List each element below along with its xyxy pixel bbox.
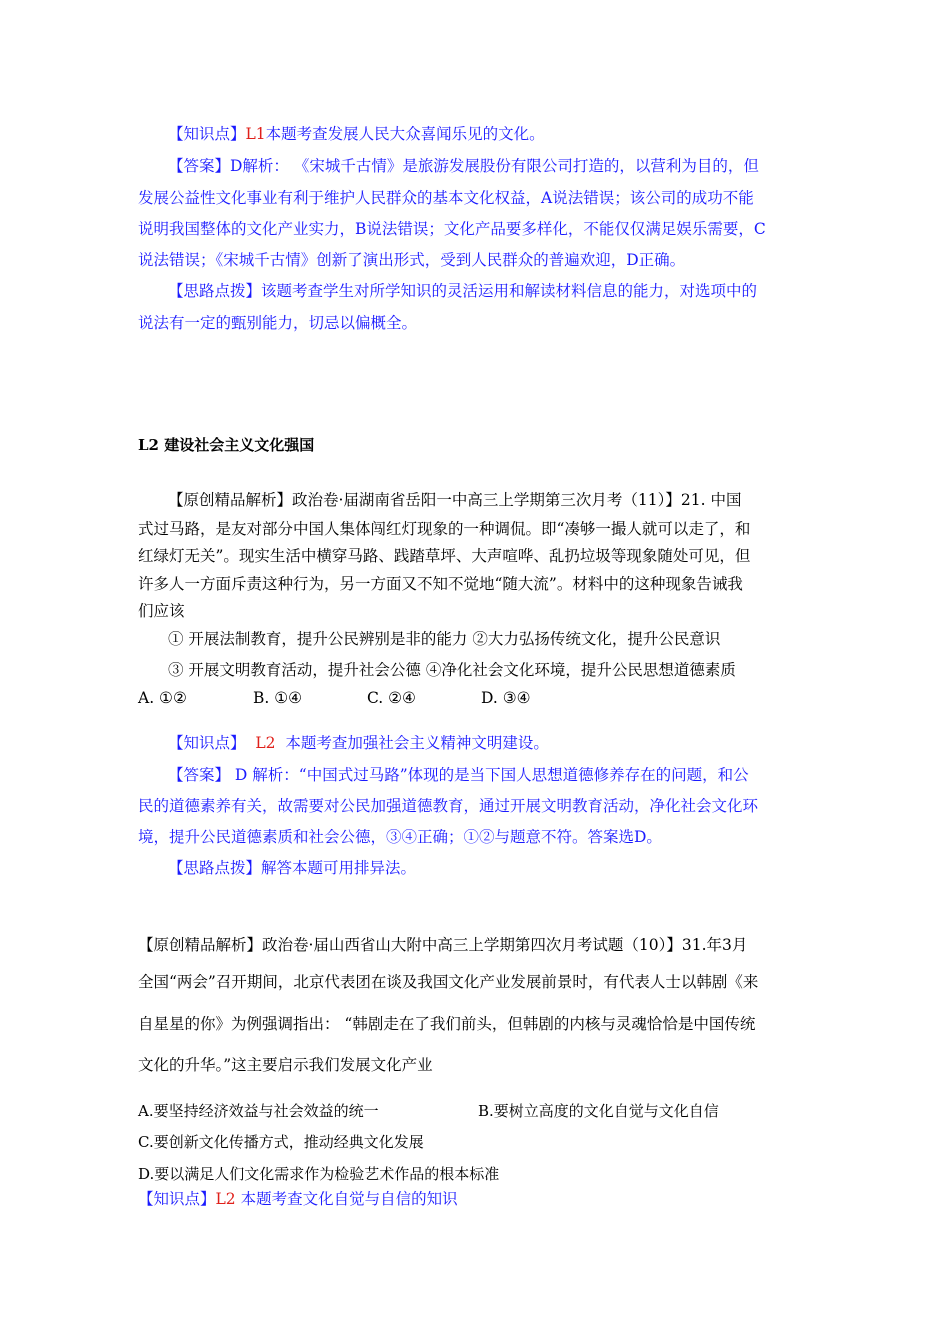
knowledge-code: L1 xyxy=(245,125,266,143)
knowledge-text: 本题考查发展人民大众喜闻乐见的文化。 xyxy=(265,125,545,143)
answer-line-4: 说法错误；《宋城千古情》创新了演出形式，受到人民群众的普遍欢迎，D正确。 xyxy=(138,251,686,269)
knowledge-text: 本题考查加强社会主义精神文明建设。 xyxy=(285,734,549,752)
knowledge-tag: 【知识点】 xyxy=(138,1190,216,1208)
option-c: C. ②④ xyxy=(367,689,416,707)
question-line-5: 们应该 xyxy=(138,602,185,620)
section-heading: L2 建设社会主义文化强国 xyxy=(138,436,315,454)
question-line-2: 式过马路，是友对部分中国人集体闯红灯现象的一种调侃。即“凑够一撮人就可以走了，和 xyxy=(138,520,751,538)
option-d: D. ③④ xyxy=(481,689,531,707)
option-c: C.要创新文化传播方式，推动经典文化发展 xyxy=(138,1133,424,1151)
knowledge-point-line-3 xyxy=(138,1187,458,1209)
knowledge-tag: 【知识点】 xyxy=(168,734,246,752)
answer-line-2: 民的道德素养有关，故需要对公民加强道德教育，通过开展文明教育活动，净化社会文化环 xyxy=(138,797,759,815)
question-line-1: 【原创精品解析】政治卷·届山西省山大附中高三上学期第四次月考试题（10）】31.年3月 xyxy=(138,936,748,954)
answer-line-1: 【答案】 D 解析：“中国式过马路”体现的是当下国人思想道德修养存在的问题，和公 xyxy=(168,766,749,784)
question-line-2: 全国“两会”召开期间，北京代表团在谈及我国文化产业发展前景时，有代表人士以韩剧《来 xyxy=(138,973,759,991)
question-line-4: 文化的升华。”这主要启示我们发展文化产业 xyxy=(138,1056,433,1074)
question-line-1: 【原创精品解析】政治卷·届湖南省岳阳一中高三上学期第三次月考（11）】21. 中国 xyxy=(168,491,742,509)
statement-line-1: ① 开展法制教育，提升公民辨别是非的能力 ②大力弘扬传统文化，提升公民意识 xyxy=(168,630,721,648)
options-row xyxy=(0,689,950,713)
knowledge-text: 本题考查文化自觉与自信的知识 xyxy=(235,1190,458,1208)
answer-line-2: 发展公益性文化事业有利于维护人民群众的基本文化权益，A说法错误；该公司的成功不能 xyxy=(138,189,754,207)
answer-line-3: 说明我国整体的文化产业实力，B说法错误；文化产品要多样化，不能仅仅满足娱乐需要，C xyxy=(138,220,766,238)
knowledge-code: L2 xyxy=(215,1190,236,1208)
knowledge-point-line xyxy=(168,122,545,144)
question-line-3: 红绿灯无关”。现实生活中横穿马路、践踏草坪、大声喧哗、乱扔垃圾等现象随处可见，但 xyxy=(138,547,751,565)
option-a: A.要坚持经济效益与社会效益的统一 xyxy=(138,1102,379,1120)
option-b: B. ①④ xyxy=(253,689,303,707)
knowledge-point-line-2 xyxy=(168,731,549,753)
answer-line-1: 【答案】D解析： 《宋城千古情》是旅游发展股份有限公司打造的，以营利为目的，但 xyxy=(168,157,759,175)
thinking-line-1: 【思路点拨】该题考查学生对所学知识的灵活运用和解读材料信息的能力，对选项中的 xyxy=(168,282,758,300)
knowledge-code: L2 xyxy=(255,734,276,752)
option-a: A. ①② xyxy=(138,689,187,707)
answer-line-3: 境，提升公民道德素质和社会公德，③④正确；①②与题意不符。答案选D。 xyxy=(138,828,662,846)
thinking-line: 【思路点拨】解答本题可用排异法。 xyxy=(168,859,417,877)
knowledge-tag: 【知识点】 xyxy=(168,125,246,143)
thinking-line-2: 说法有一定的甄别能力，切忌以偏概全。 xyxy=(138,314,418,332)
question-line-3: 自星星的你》为例强调指出： “韩剧走在了我们前头，但韩剧的内核与灵魂恰恰是中国传统 xyxy=(138,1015,756,1033)
statement-line-2: ③ 开展文明教育活动，提升社会公德 ④净化社会文化环境，提升公民思想道德素质 xyxy=(168,661,736,679)
option-b: B.要树立高度的文化自觉与文化自信 xyxy=(478,1102,719,1120)
question-line-4: 许多人一方面斥责这种行为，另一方面又不知不觉地“随大流”。材料中的这种现象告诫我 xyxy=(138,575,743,593)
option-d: D.要以满足人们文化需求作为检验艺术作品的根本标准 xyxy=(138,1165,500,1183)
